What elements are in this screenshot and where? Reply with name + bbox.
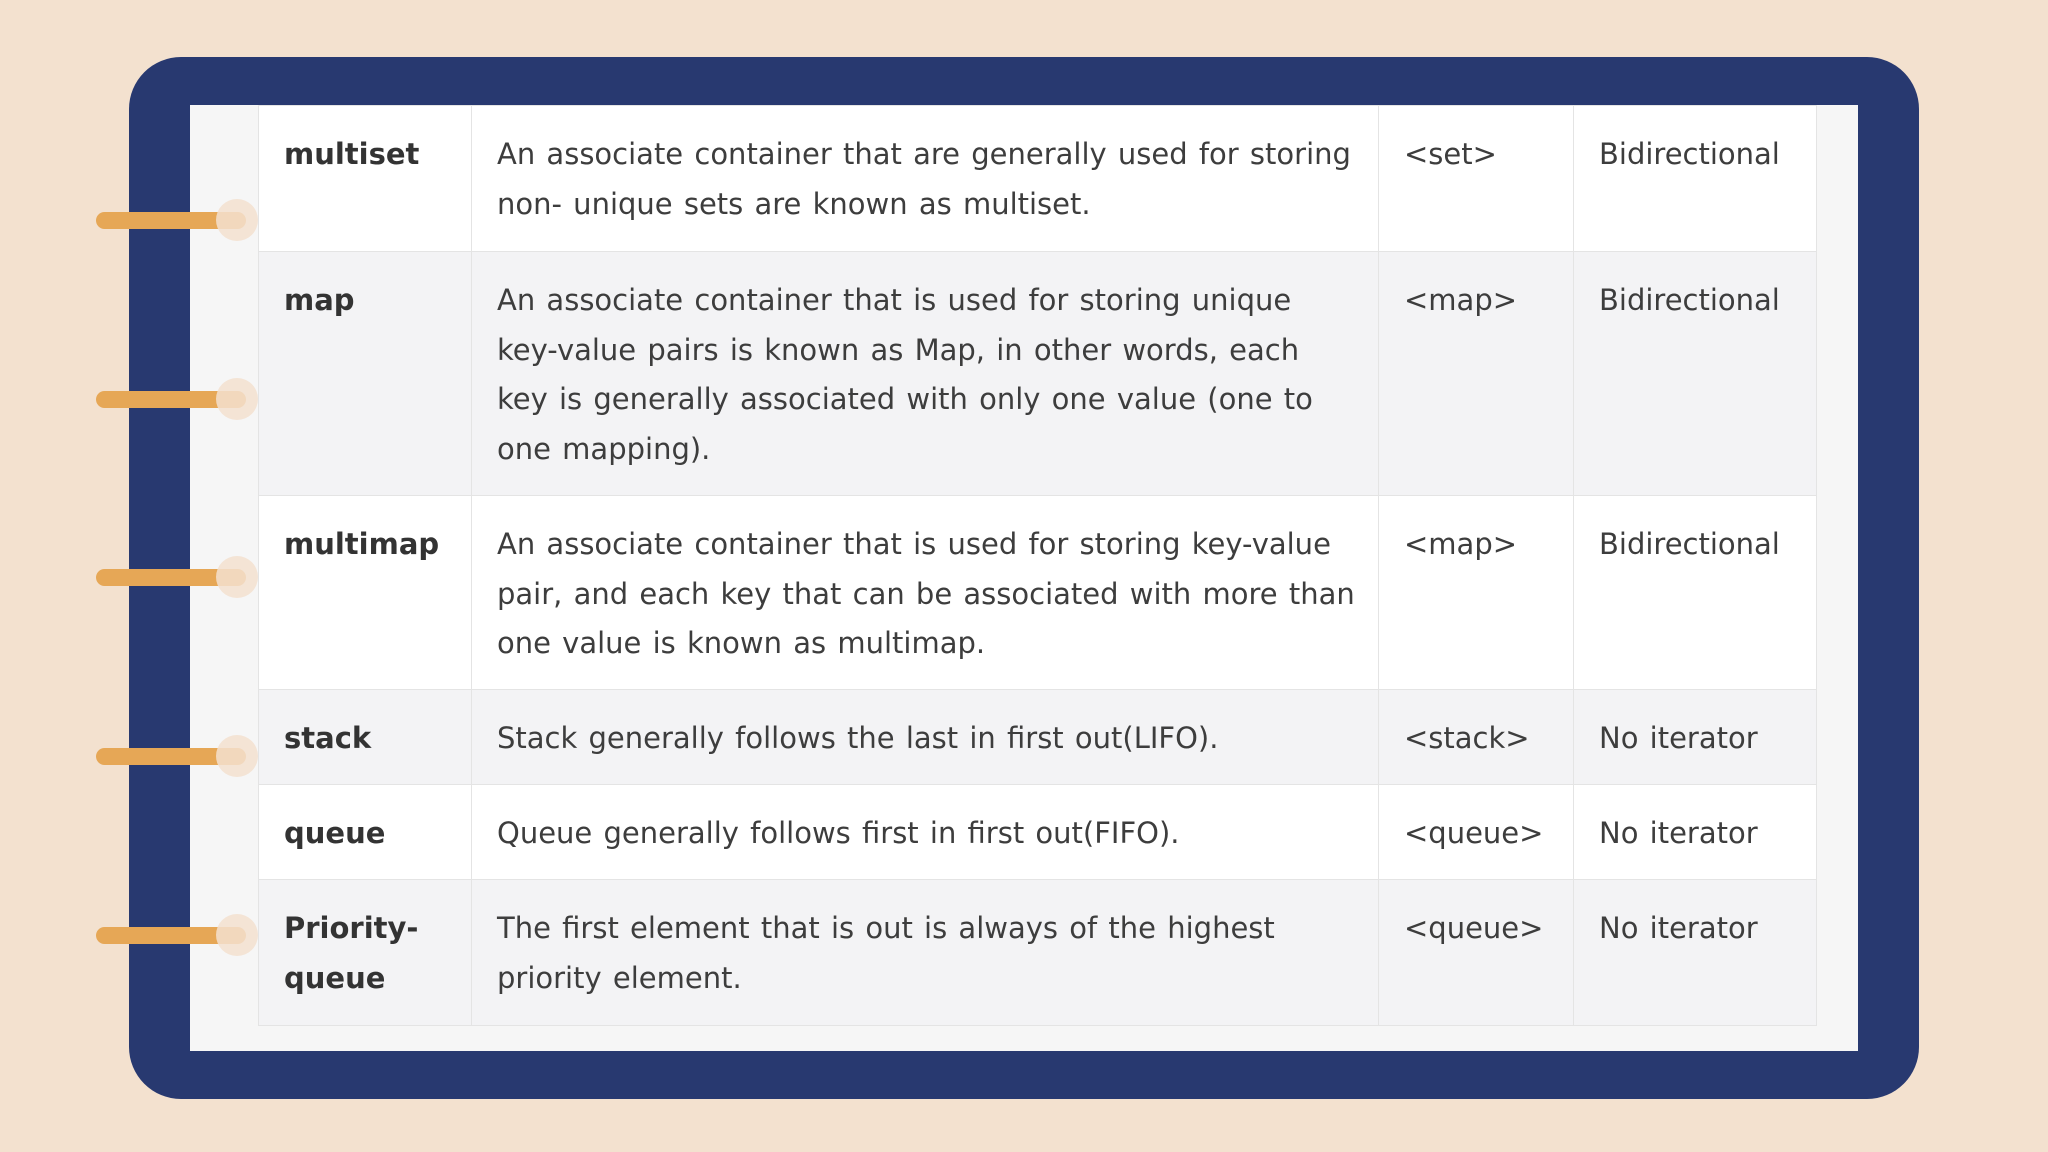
container-name: multimap (259, 496, 472, 690)
container-name: multiset (259, 106, 472, 252)
container-name: queue (259, 785, 472, 880)
container-iterator: Bidirectional (1574, 106, 1817, 252)
container-iterator: No iterator (1574, 690, 1817, 785)
binder-ring (96, 927, 246, 944)
container-name: stack (259, 690, 472, 785)
container-header: <queue> (1379, 880, 1574, 1026)
container-header: <map> (1379, 252, 1574, 496)
table-row (259, 252, 1817, 496)
container-description: Queue generally follows first in first out(FIFO). (472, 785, 1379, 880)
notebook-page (190, 105, 1858, 1051)
container-iterator: No iterator (1574, 785, 1817, 880)
binder-ring (96, 569, 246, 586)
container-description: An associate container that are generally used for storing non- unique sets are known as multiset. (472, 106, 1379, 252)
binder-ring (96, 212, 246, 229)
table-row (259, 880, 1817, 1026)
container-header: <map> (1379, 496, 1574, 690)
container-iterator: Bidirectional (1574, 252, 1817, 496)
container-name: map (259, 252, 472, 496)
container-iterator: No iterator (1574, 880, 1817, 1026)
container-description: An associate container that is used for storing key-value pair, and each key that can be associated with more than one value is known as multimap. (472, 496, 1379, 690)
container-description: Stack generally follows the last in first out(LIFO). (472, 690, 1379, 785)
table-row (259, 106, 1817, 252)
table-row (259, 496, 1817, 690)
container-description: The first element that is out is always of the highest priority element. (472, 880, 1379, 1026)
container-header: <queue> (1379, 785, 1574, 880)
table-row (259, 785, 1817, 880)
container-description: An associate container that is used for storing unique key-value pairs is known as Map, in other words, each key is generally associated with only one value (one to one mapping). (472, 252, 1379, 496)
container-name: Priority-queue (259, 880, 472, 1026)
table-row (259, 690, 1817, 785)
binder-ring (96, 748, 246, 765)
container-header: <stack> (1379, 690, 1574, 785)
container-header: <set> (1379, 106, 1574, 252)
container-table (258, 105, 1817, 1026)
binder-ring (96, 391, 246, 408)
container-iterator: Bidirectional (1574, 496, 1817, 690)
